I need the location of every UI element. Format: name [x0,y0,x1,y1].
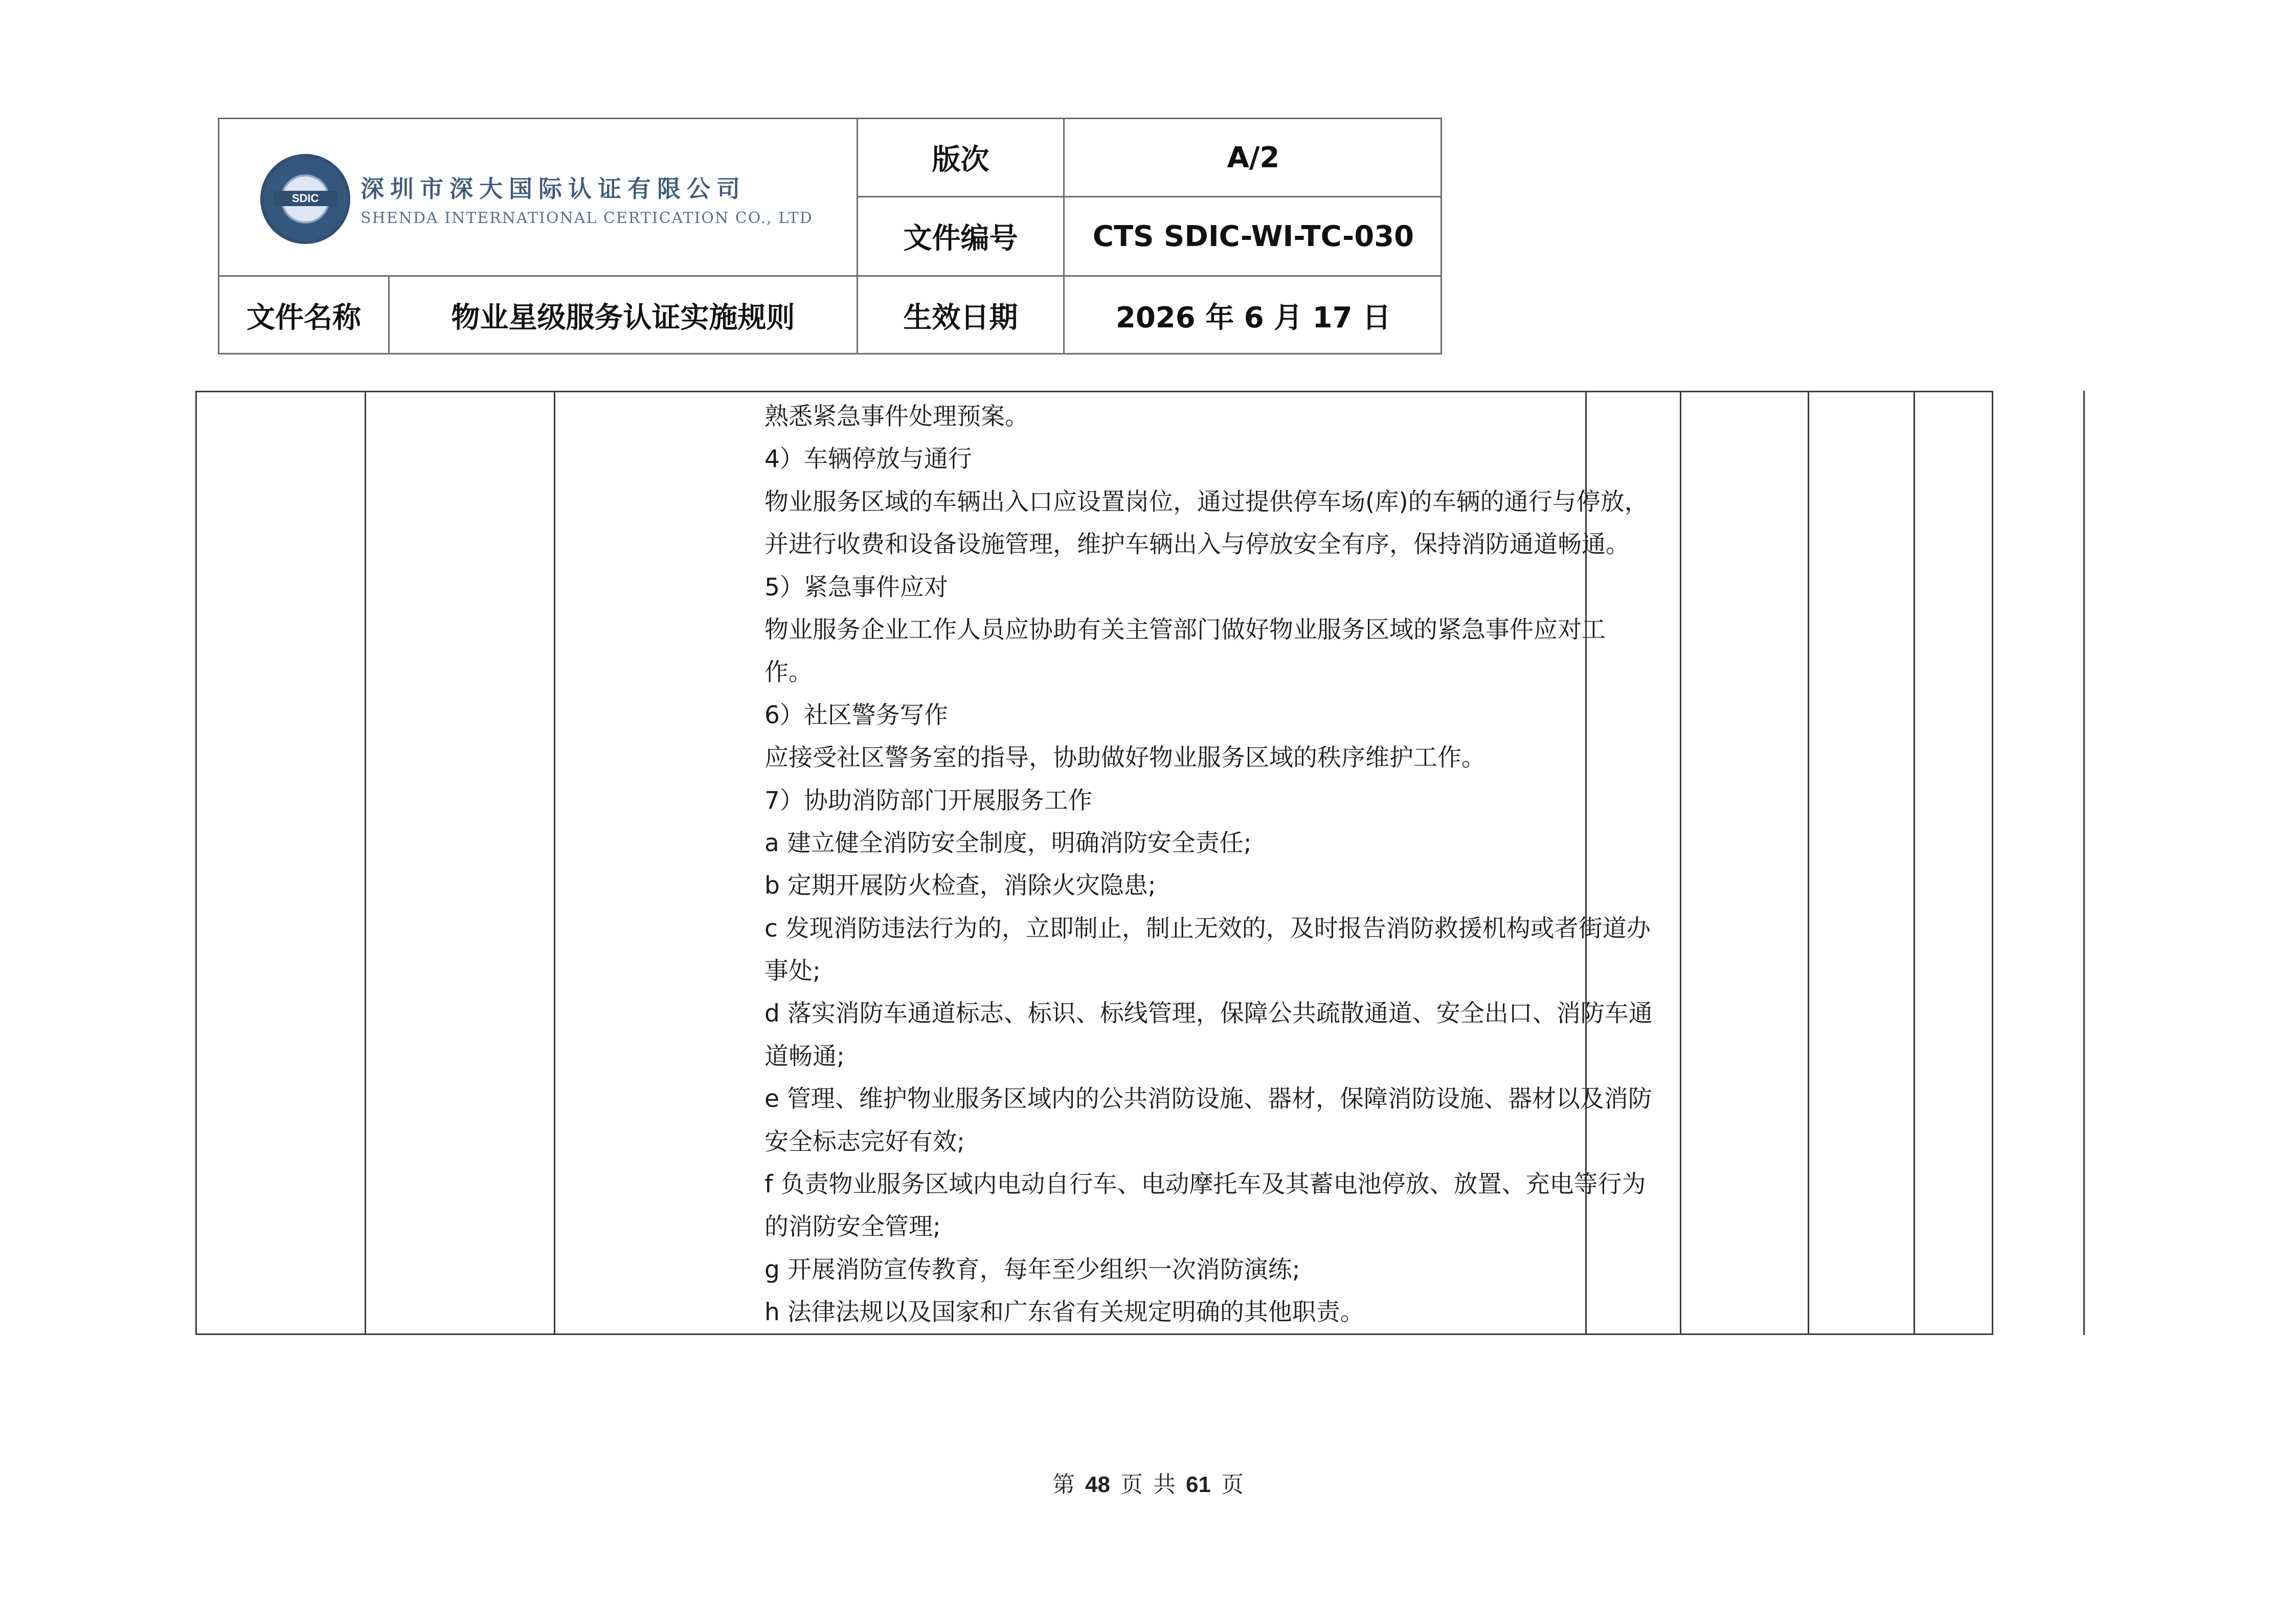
document-header-table [218,118,1442,354]
version-value: A/2 [1227,141,1280,174]
column-divider [1914,392,1915,1333]
text-line: c 发现消防违法行为的，立即制止，制止无效的，及时报告消防救援机构或者街道办 [764,914,1651,943]
text-line: 的消防安全管理; [764,1213,941,1241]
company-seal-icon: SDIC [260,154,350,244]
column-divider [1808,392,1809,1333]
text-line: h 法律法规以及国家和广东省有关规定明确的其他职责。 [764,1298,1364,1327]
content-table [195,391,1993,1335]
text-line: 安全标志完好有效; [764,1127,965,1156]
text-line: 物业服务企业工作人员应协助有关主管部门做好物业服务区域的紧急事件应对工 [764,615,1606,644]
text-line: 道畅通; [764,1042,845,1071]
doc-name-label: 文件名称 [246,301,361,335]
version-label: 版次 [932,143,989,176]
text-line: 6）社区警务写作 [764,701,948,729]
text-line: 5）紧急事件应对 [764,573,948,602]
text-line: 作。 [764,658,813,687]
text-line: b 定期开展防火检查，消除火灾隐患; [764,872,1156,900]
column-divider [554,392,555,1333]
requirement-text [764,395,1772,1334]
effective-date-label: 生效日期 [903,301,1018,335]
text-line: 应接受社区警务室的指导，协助做好物业服务区域的秩序维护工作。 [764,744,1485,772]
company-name-cn: 深圳市深大国际认证有限公司 [361,175,746,203]
page-margin-rule [2083,391,2085,1335]
text-line: e 管理、维护物业服务区域内的公共消防设施、器材，保障消防设施、器材以及消防 [764,1085,1652,1114]
effective-date-value: 2026 年 6 月 17 日 [1115,301,1391,335]
text-line: d 落实消防车通道标志、标识、标线管理，保障公共疏散通道、安全出口、消防车通 [764,999,1653,1028]
text-line: g 开展消防宣传教育，每年至少组织一次消防演练; [764,1255,1300,1284]
text-line: a 建立健全消防安全制度，明确消防安全责任; [764,829,1252,857]
text-line: 7）协助消防部门开展服务工作 [764,786,1092,815]
text-line: 4）车辆停放与通行 [764,445,972,474]
text-line: 事处; [764,957,821,986]
text-line: 物业服务区域的车辆出入口应设置岗位，通过提供停车场(库)的车辆的通行与停放， [764,487,1649,516]
doc-number-label: 文件编号 [903,222,1018,255]
current-page-number: 48 [1085,1472,1110,1497]
doc-number-value: CTS SDIC-WI-TC-030 [1092,219,1414,253]
company-logo [260,150,874,252]
text-line: 并进行收费和设备设施管理，维护车辆出入与停放安全有序，保持消防通道畅通。 [764,530,1630,559]
text-line: f 负责物业服务区域内电动自行车、电动摩托车及其蓄电池停放、放置、充电等行为 [764,1170,1646,1199]
page-footer: 第 48 页 共 61 页 [1052,1472,1244,1498]
text-line: 熟悉紧急事件处理预案。 [764,403,1029,431]
company-name-en: SHENDA INTERNATIONAL CERTICATION CO., LTD [361,209,813,227]
doc-name-value: 物业星级服务认证实施规则 [451,301,795,335]
total-page-number: 61 [1186,1472,1211,1497]
column-divider [365,392,366,1333]
